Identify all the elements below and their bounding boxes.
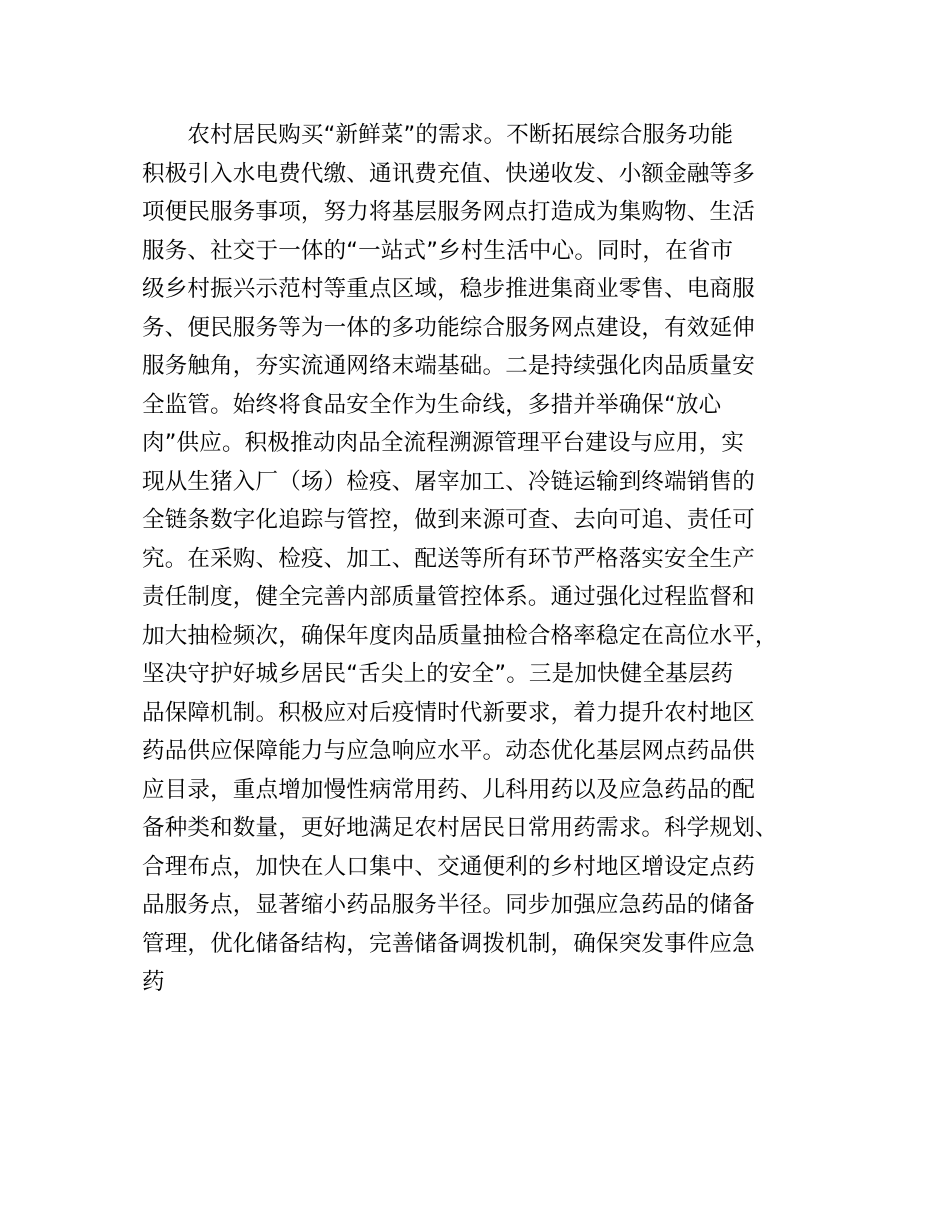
text-line: 全链条数字化追踪与管控，做到来源可查、去向可追、责任可 [142,507,755,533]
text-line: 合理布点，加快在人口集中、交通便利的乡村地区增设定点药 [142,853,755,880]
text-line: 全监管。始终将食品安全作为生命线，多措并举确保“放心 [142,391,722,418]
text-line: 农村居民购买“新鲜菜”的需求。不断拓展综合服务功能 [142,122,734,148]
text-line: 品保障机制。积极应对后疫情时代新要求，着力提升农村地区 [142,699,755,726]
text-line: 备种类和数量，更好地满足农村居民日常用药需求。科学规划、 [142,815,778,841]
text-line: 究。在采购、检疫、加工、配送等所有环节严格落实安全生产 [142,545,755,572]
text-line: 肉”供应。积极推动肉品全流程溯源管理平台建设与应用，实 [142,430,745,456]
text-line: 积极引入水电费代缴、通讯费充值、快递收发、小额金融等多 [142,160,755,187]
text-line: 管理，优化储备结构，完善储备调拨机制，确保突发事件应急 [142,930,755,957]
text-line: 药 [142,969,165,995]
text-line: 服务、社交于一体的“一站式”乡村生活中心。同时，在省市 [142,237,734,264]
text-line: 应目录，重点增加慢性病常用药、儿科用药以及应急药品的配 [142,776,755,803]
body-paragraph [142,116,842,1002]
text-line: 加大抽检频次，确保年度肉品质量抽检合格率稳定在高位水平， [142,622,778,649]
text-line: 责任制度，健全完善内部质量管控体系。通过强化过程监督和 [142,584,755,610]
text-line: 务、便民服务等为一体的多功能综合服务网点建设，有效延伸 [142,314,755,341]
text-line: 级乡村振兴示范村等重点区域，稳步推进集商业零售、电商服 [142,276,755,302]
text-line: 项便民服务事项，努力将基层服务网点打造成为集购物、生活 [142,199,755,225]
text-line: 坚决守护好城乡居民“舌尖上的安全”。三是加快健全基层药 [142,661,734,687]
text-line: 现从生猪入厂（场）检疫、屠宰加工、冷链运输到终端销售的 [142,468,755,495]
text-line: 品服务点，显著缩小药品服务半径。同步加强应急药品的储备 [142,892,755,918]
text-line: 药品供应保障能力与应急响应水平。动态优化基层网点药品供 [142,738,755,764]
text-line: 服务触角，夯实流通网络末端基础。二是持续强化肉品质量安 [142,353,755,379]
